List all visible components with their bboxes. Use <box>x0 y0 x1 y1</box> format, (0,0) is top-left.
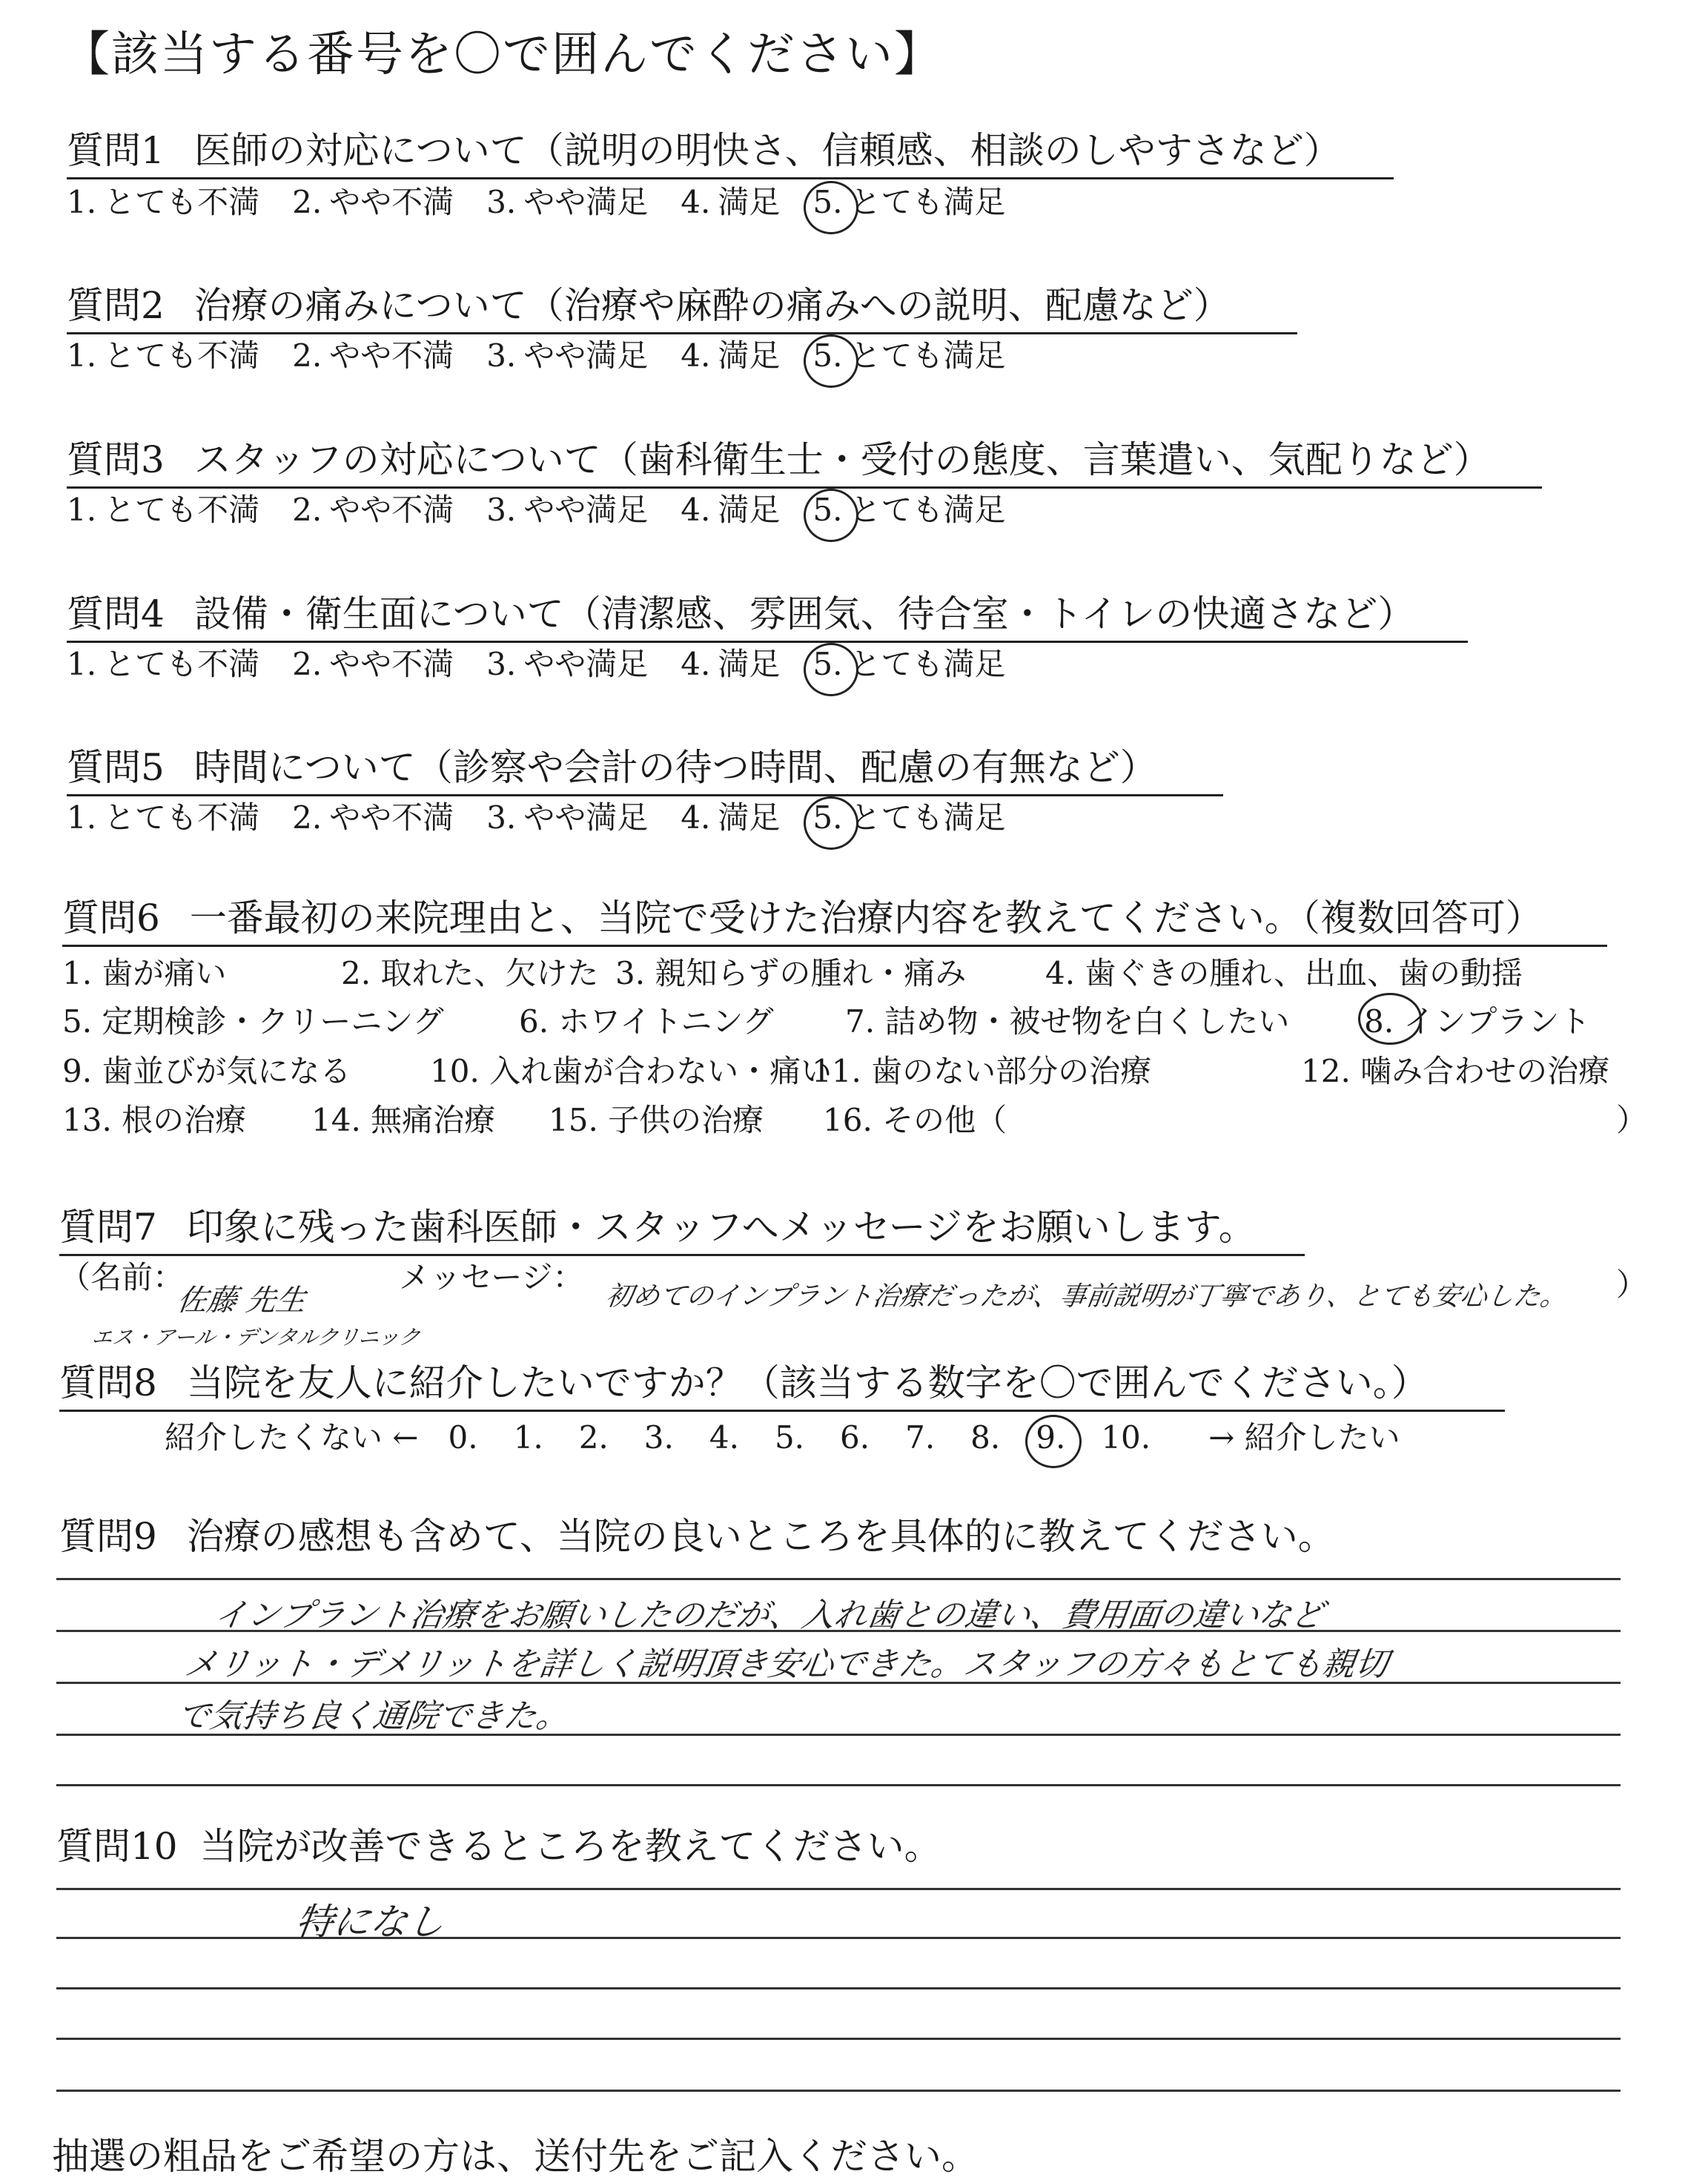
q5-options <box>67 793 1038 838</box>
q4-heading <box>67 584 1468 643</box>
q2-option-4[interactable] <box>681 331 780 376</box>
option-label: とても不満 <box>104 799 260 836</box>
q7-name-value[interactable]: 佐藤 先生 <box>175 1284 308 1318</box>
q7-name-label: （名前： <box>59 1259 185 1295</box>
q6-option-10[interactable]: 10. 入れ歯が合わない・痛い <box>430 1053 833 1089</box>
option-label: やや不満 <box>329 799 454 836</box>
option-number: 2. <box>292 337 322 374</box>
q2-option-1[interactable] <box>67 331 259 376</box>
option-label: やや満足 <box>523 646 649 682</box>
q3-options <box>67 486 1038 530</box>
q6-option-11[interactable]: 11. 歯のない部分の治療 <box>812 1053 1152 1089</box>
q4-option-2[interactable] <box>292 640 454 684</box>
option-number: 3. <box>486 184 517 220</box>
q4-options <box>67 640 1038 684</box>
q6-text: 一番最初の来院理由と、当院で受けた治療内容を教えてください。（複数回答可） <box>189 896 1543 939</box>
q8-scale-10[interactable]: 10. <box>1101 1419 1151 1456</box>
q9-rule-1 <box>56 1578 1621 1580</box>
q3-heading <box>67 430 1542 489</box>
q5-option-5[interactable] <box>812 793 1005 838</box>
option-number: 4. <box>681 184 711 220</box>
q6-option-16[interactable]: 16. その他（ <box>823 1102 1007 1138</box>
q7-name-sub[interactable]: エス・アール・デンタルクリニック <box>90 1325 422 1350</box>
q5-text: 時間について（診察や会計の待つ時間、配慮の有無など） <box>193 746 1157 789</box>
q6-heading <box>62 888 1607 947</box>
q7-number: 質問7 <box>59 1206 157 1249</box>
q3-text: スタッフの対応について（歯科衛生士・受付の態度、言葉遣い、気配りなど） <box>193 438 1491 481</box>
option-number: 4. <box>681 492 711 528</box>
option-number: 5. <box>812 337 843 374</box>
q5-option-2[interactable] <box>292 793 454 838</box>
option-label: とても満足 <box>850 799 1006 836</box>
option-number: 3. <box>486 492 517 528</box>
q3-number: 質問3 <box>67 438 165 481</box>
option-label: やや満足 <box>523 799 649 836</box>
q7-text: 印象に残った歯科医師・スタッフへメッセージをお願いします。 <box>186 1206 1256 1249</box>
q10-rule-3 <box>56 1987 1621 1989</box>
q3-option-1[interactable] <box>67 486 259 530</box>
q6-option-2[interactable]: 2. 取れた、欠けた <box>341 955 599 991</box>
q6-option-4[interactable]: 4. 歯ぐきの腫れ、出血、歯の動揺 <box>1045 955 1523 991</box>
q1-option-3[interactable] <box>486 178 648 222</box>
option-number: 1. <box>67 492 97 528</box>
option-number: 2. <box>292 646 322 682</box>
q3-option-5[interactable] <box>812 486 1005 530</box>
q4-text: 設備・衛生面について（清潔感、雰囲気、待合室・トイレの快適さなど） <box>193 592 1415 635</box>
option-number: 5. <box>812 799 843 836</box>
option-label: 満足 <box>718 184 781 220</box>
q6-selection-circle <box>1358 993 1422 1045</box>
form-header: 【該当する番号を〇で囲んでください】 <box>62 27 943 82</box>
q6-option-5[interactable]: 5. 定期検診・クリーニング <box>62 1003 444 1040</box>
q6-option-12[interactable]: 12. 噛み合わせの治療 <box>1301 1053 1610 1089</box>
option-label: とても不満 <box>104 184 260 220</box>
q2-number: 質問2 <box>67 284 165 327</box>
q2-option-5[interactable] <box>812 331 1005 376</box>
footer-note: 抽選の粗品をご希望の方は、送付先をご記入ください。 <box>52 2135 979 2178</box>
q10-rule-1 <box>56 1888 1621 1890</box>
q8-scale-3[interactable]: 3. <box>643 1419 674 1456</box>
q1-option-2[interactable] <box>292 178 454 222</box>
q6-option-1[interactable]: 1. 歯が痛い <box>62 955 227 991</box>
q3-option-3[interactable] <box>486 486 648 530</box>
q10-text: 当院が改善できるところを教えてください。 <box>199 1825 941 1868</box>
option-label: とても満足 <box>850 337 1006 374</box>
q10-rule-4 <box>56 2038 1621 2040</box>
option-label: 満足 <box>718 492 781 528</box>
q5-number: 質問5 <box>67 746 165 789</box>
q8-text: 当院を友人に紹介したいですか？（該当する数字を〇で囲んでください。） <box>186 1361 1429 1404</box>
q1-option-5[interactable] <box>812 178 1005 222</box>
q5-option-1[interactable] <box>67 793 259 838</box>
q10-number: 質問10 <box>56 1825 178 1868</box>
q9-heading <box>59 1507 1335 1563</box>
q2-text: 治療の痛みについて（治療や麻酔の痛みへの説明、配慮など） <box>193 284 1231 327</box>
option-number: 5. <box>812 646 843 682</box>
q2-option-3[interactable] <box>486 331 648 376</box>
q4-number: 質問4 <box>67 592 165 635</box>
option-label: とても不満 <box>104 492 260 528</box>
q1-text: 医師の対応について（説明の明快さ、信頼感、相談のしやすさなど） <box>193 129 1341 172</box>
q5-option-4[interactable] <box>681 793 780 838</box>
q8-scale-5[interactable]: 5. <box>774 1419 805 1456</box>
option-number: 1. <box>67 646 97 682</box>
option-label: やや不満 <box>329 646 454 682</box>
q7-message-value[interactable]: 初めてのインプラント治療だったが、事前説明が丁寧であり、とても安心した。 <box>603 1281 1569 1312</box>
q4-option-4[interactable] <box>681 640 780 684</box>
q9-rule-5 <box>56 1784 1621 1786</box>
option-label: やや不満 <box>329 337 454 374</box>
q1-option-4[interactable] <box>681 178 780 222</box>
option-label: とても満足 <box>850 492 1006 528</box>
q1-option-1[interactable] <box>67 178 259 222</box>
q6-other-close: ） <box>1616 1102 1648 1138</box>
option-label: やや不満 <box>329 184 454 220</box>
option-label: とても満足 <box>850 646 1006 682</box>
q8-left-label: 紹介したくない ← <box>165 1419 419 1456</box>
q1-number: 質問1 <box>67 129 165 172</box>
q1-heading <box>67 121 1394 179</box>
q1-options <box>67 178 1038 222</box>
option-number: 3. <box>486 646 517 682</box>
q6-option-9[interactable]: 9. 歯並びが気になる <box>62 1053 351 1089</box>
option-number: 1. <box>67 337 97 374</box>
q9-number: 質問9 <box>59 1515 157 1558</box>
q5-option-3[interactable] <box>486 793 648 838</box>
option-label: 満足 <box>718 799 781 836</box>
q8-scale-0[interactable]: 0. <box>448 1419 478 1456</box>
q8-scale-7[interactable]: 7. <box>905 1419 936 1456</box>
q2-options <box>67 331 1038 376</box>
option-number: 4. <box>681 646 711 682</box>
q6-option-6[interactable]: 6. ホワイトニング <box>519 1003 774 1040</box>
q8-scale-4[interactable]: 4. <box>709 1419 739 1456</box>
option-number: 4. <box>681 799 711 836</box>
q8-heading <box>59 1353 1505 1412</box>
option-number: 4. <box>681 337 711 374</box>
q9-answer-line-1[interactable]: インプラント治療をお願いしたのだが、入れ歯との違い、費用面の違いなど <box>211 1596 1326 1634</box>
option-label: やや満足 <box>523 337 649 374</box>
q6-option-3[interactable]: 3. 親知らずの腫れ・痛み <box>615 955 967 991</box>
q10-heading <box>56 1817 941 1873</box>
q10-rule-5 <box>56 2090 1621 2092</box>
option-label: やや満足 <box>523 492 649 528</box>
q6-option-8[interactable]: 8. インプラント <box>1364 997 1590 1042</box>
q9-text: 治療の感想も含めて、当院の良いところを具体的に教えてください。 <box>186 1515 1335 1558</box>
q8-scale-9[interactable]: 9. <box>1036 1419 1066 1456</box>
option-label: 満足 <box>718 646 781 682</box>
option-label: 満足 <box>718 337 781 374</box>
q8-scale <box>165 1413 1423 1458</box>
q3-option-2[interactable] <box>292 486 454 530</box>
q8-number: 質問8 <box>59 1361 157 1404</box>
option-number: 1. <box>67 184 97 220</box>
q8-scale-2[interactable]: 2. <box>578 1419 609 1456</box>
q9-answer-line-2[interactable]: メリット・デメリットを詳しく説明頂き安心できた。スタッフの方々もとても親切 <box>182 1645 1391 1683</box>
q6-option-14[interactable]: 14. 無痛治療 <box>311 1102 496 1138</box>
q4-option-3[interactable] <box>486 640 648 684</box>
option-number: 3. <box>486 799 517 836</box>
q3-option-4[interactable] <box>681 486 780 530</box>
q6-option-7[interactable]: 7. 詰め物・被せ物を白くしたい <box>845 1003 1290 1040</box>
option-number: 5. <box>812 184 843 220</box>
q8-right-label: → 紹介したい <box>1208 1419 1400 1456</box>
q5-heading <box>67 738 1223 796</box>
option-label: とても不満 <box>104 337 260 374</box>
option-number: 3. <box>486 337 517 374</box>
q10-answer[interactable]: 特になし <box>293 1900 448 1943</box>
q2-option-2[interactable] <box>292 331 454 376</box>
option-number: 2. <box>292 184 322 220</box>
q7-message-label: メッセージ： <box>399 1259 584 1295</box>
option-number: 2. <box>292 492 322 528</box>
option-label: やや満足 <box>523 184 649 220</box>
option-number: 5. <box>812 492 843 528</box>
option-label: とても不満 <box>104 646 260 682</box>
option-label: やや不満 <box>329 492 454 528</box>
q2-heading <box>67 276 1297 334</box>
option-label: とても満足 <box>850 184 1006 220</box>
q8-scale-1[interactable]: 1. <box>513 1419 543 1456</box>
q6-number: 質問6 <box>62 896 160 939</box>
q4-option-5[interactable] <box>812 640 1005 684</box>
q8-scale-8[interactable]: 8. <box>970 1419 1001 1456</box>
q10-rule-2 <box>56 1937 1621 1939</box>
q7-close-paren: ） <box>1616 1266 1648 1303</box>
q7-heading <box>59 1198 1305 1256</box>
q8-scale-6[interactable]: 6. <box>840 1419 870 1456</box>
option-number: 1. <box>67 799 97 836</box>
q4-option-1[interactable] <box>67 640 259 684</box>
q9-answer-line-3[interactable]: で気持ち良く通院できた。 <box>174 1697 572 1735</box>
q6-option-15[interactable]: 15. 子供の治療 <box>549 1102 764 1138</box>
option-number: 2. <box>292 799 322 836</box>
q6-option-13[interactable]: 13. 根の治療 <box>62 1102 247 1138</box>
